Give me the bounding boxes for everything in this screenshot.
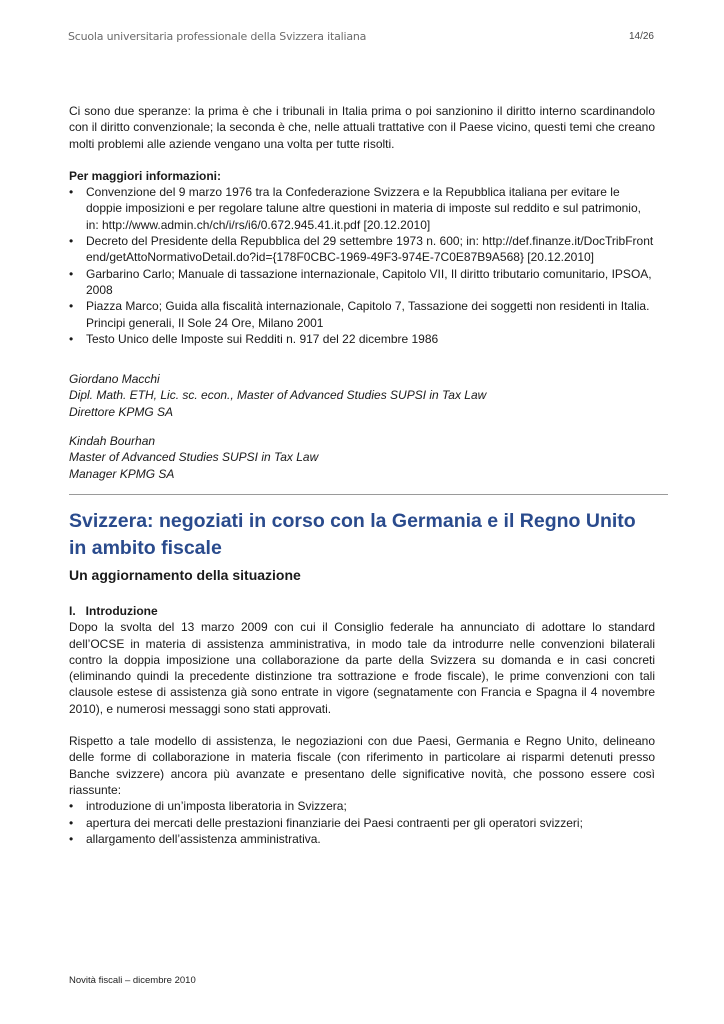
article-subtitle: Un aggiornamento della situazione [69, 566, 301, 583]
list-item: • Garbarino Carlo; Manuale di tassazione internazionale, Capitolo VII, Il diritto tributario comunitario, IPSOA, 2008 [69, 266, 652, 297]
page-footer: Novità fiscali – dicembre 2010 [69, 975, 196, 986]
list-item: • apertura dei mercati delle prestazioni finanziarie dei Paesi contraenti per gli operatori svizzeri; [69, 815, 583, 830]
author-block [69, 433, 655, 482]
author-credentials: Master of Advanced Studies SUPSI in Tax Law [69, 450, 319, 465]
article-title: Svizzera: negoziati in corso con la Germania e il Regno Unito in ambito fiscale [69, 509, 636, 559]
author-credentials: Dipl. Math. ETH, Lic. sc. econ., Master of Advanced Studies SUPSI in Tax Law [69, 388, 487, 403]
author-role: Manager KPMG SA [69, 466, 175, 481]
bullet-icon: • [69, 234, 74, 249]
section-heading: I. Introduzione [69, 603, 158, 618]
bullet-icon: • [69, 799, 74, 814]
list-item: • Testo Unico delle Imposte sui Redditi n. 917 del 22 dicembre 1986 [69, 331, 439, 346]
bullet-icon: • [69, 185, 74, 200]
more-info-heading: Per maggiori informazioni: [69, 168, 222, 183]
page-header [0, 0, 724, 44]
bullet-icon: • [69, 266, 74, 281]
author-role: Direttore KPMG SA [69, 404, 174, 419]
author-block [69, 371, 655, 420]
summary-list [69, 798, 655, 847]
author-name: Kindah Bourhan [69, 434, 156, 449]
page-content [69, 103, 655, 847]
article-paragraph: Dopo la svolta del 13 marzo 2009 con cui il Consiglio federale ha annunciato di adottare lo standard dell’OCSE in materia di assistenza amministrativa, in modo tale da introdurre nelle convenzioni bilaterali contro la doppia imposizione una collaborazione da parte della Svizzera su domanda e in casi concreti (eliminando quindi la precedente distinzione tra sottrazione e frode fiscale), le prime convenzioni con tali clausole estese di assistenza già sono entrate in vigore (segnatamente con Francia e Spagna il 4 novembre 2010), e numerosi messaggi sono stati approvati. [69, 620, 655, 716]
section-divider [69, 494, 668, 495]
list-item: • Convenzione del 9 marzo 1976 tra la Confederazione Svizzera e la Repubblica italiana per evitare le doppie imposizioni e per regolare talune altre questioni in materia di imposte sul reddito e sul patrimonio, in: http://www.admin.ch/ch/i/rs/i6/0.672.945.41.it.pdf [20.12.2010] [69, 185, 641, 232]
page-number: 14/26 [628, 31, 654, 42]
author-name: Giordano Macchi [69, 372, 160, 387]
list-item: • allargamento dell’assistenza amministrativa. [69, 831, 321, 846]
intro-paragraph: Ci sono due speranze: la prima è che i tribunali in Italia prima o poi sanzionino il diritto interno scardinandolo con il diritto convenzionale; la seconda è che, nelle attuali trattative con il Paese vicino, questi temi che creano molti problemi alle aziende vengano una volta per tutte risolti. [69, 104, 655, 151]
bullet-icon: • [69, 331, 74, 346]
article-paragraph: Rispetto a tale modello di assistenza, le negoziazioni con due Paesi, Germania e Regno Unito, delineano delle forme di collaborazione in materia fiscale (con riferimento in particolare ai risparmi detenuti presso Banche svizzere) ancora più avanzate e presentano delle significative novità, che possono essere così riassunte: [69, 734, 655, 797]
list-item: • Piazza Marco; Guida alla fiscalità internazionale, Capitolo 7, Tassazione dei soggetti non residenti in Italia. Principi generali, Il Sole 24 Ore, Milano 2001 [69, 299, 650, 330]
header-institution: Scuola universitaria professionale della Svizzera italiana [68, 30, 367, 43]
list-item: • introduzione di un’imposta liberatoria in Svizzera; [69, 799, 347, 814]
bullet-icon: • [69, 815, 74, 830]
list-item: • Decreto del Presidente della Repubblica del 29 settembre 1973 n. 600; in: http://def.finanze.it/DocTribFrontend/getAttoNormativoDetail.do?id={178F0CBC-1969-49F3-974E-7C0E87B9A568} [20.12.2010] [69, 234, 654, 265]
references-list [69, 184, 655, 347]
bullet-icon: • [69, 831, 74, 846]
bullet-icon: • [69, 299, 74, 314]
